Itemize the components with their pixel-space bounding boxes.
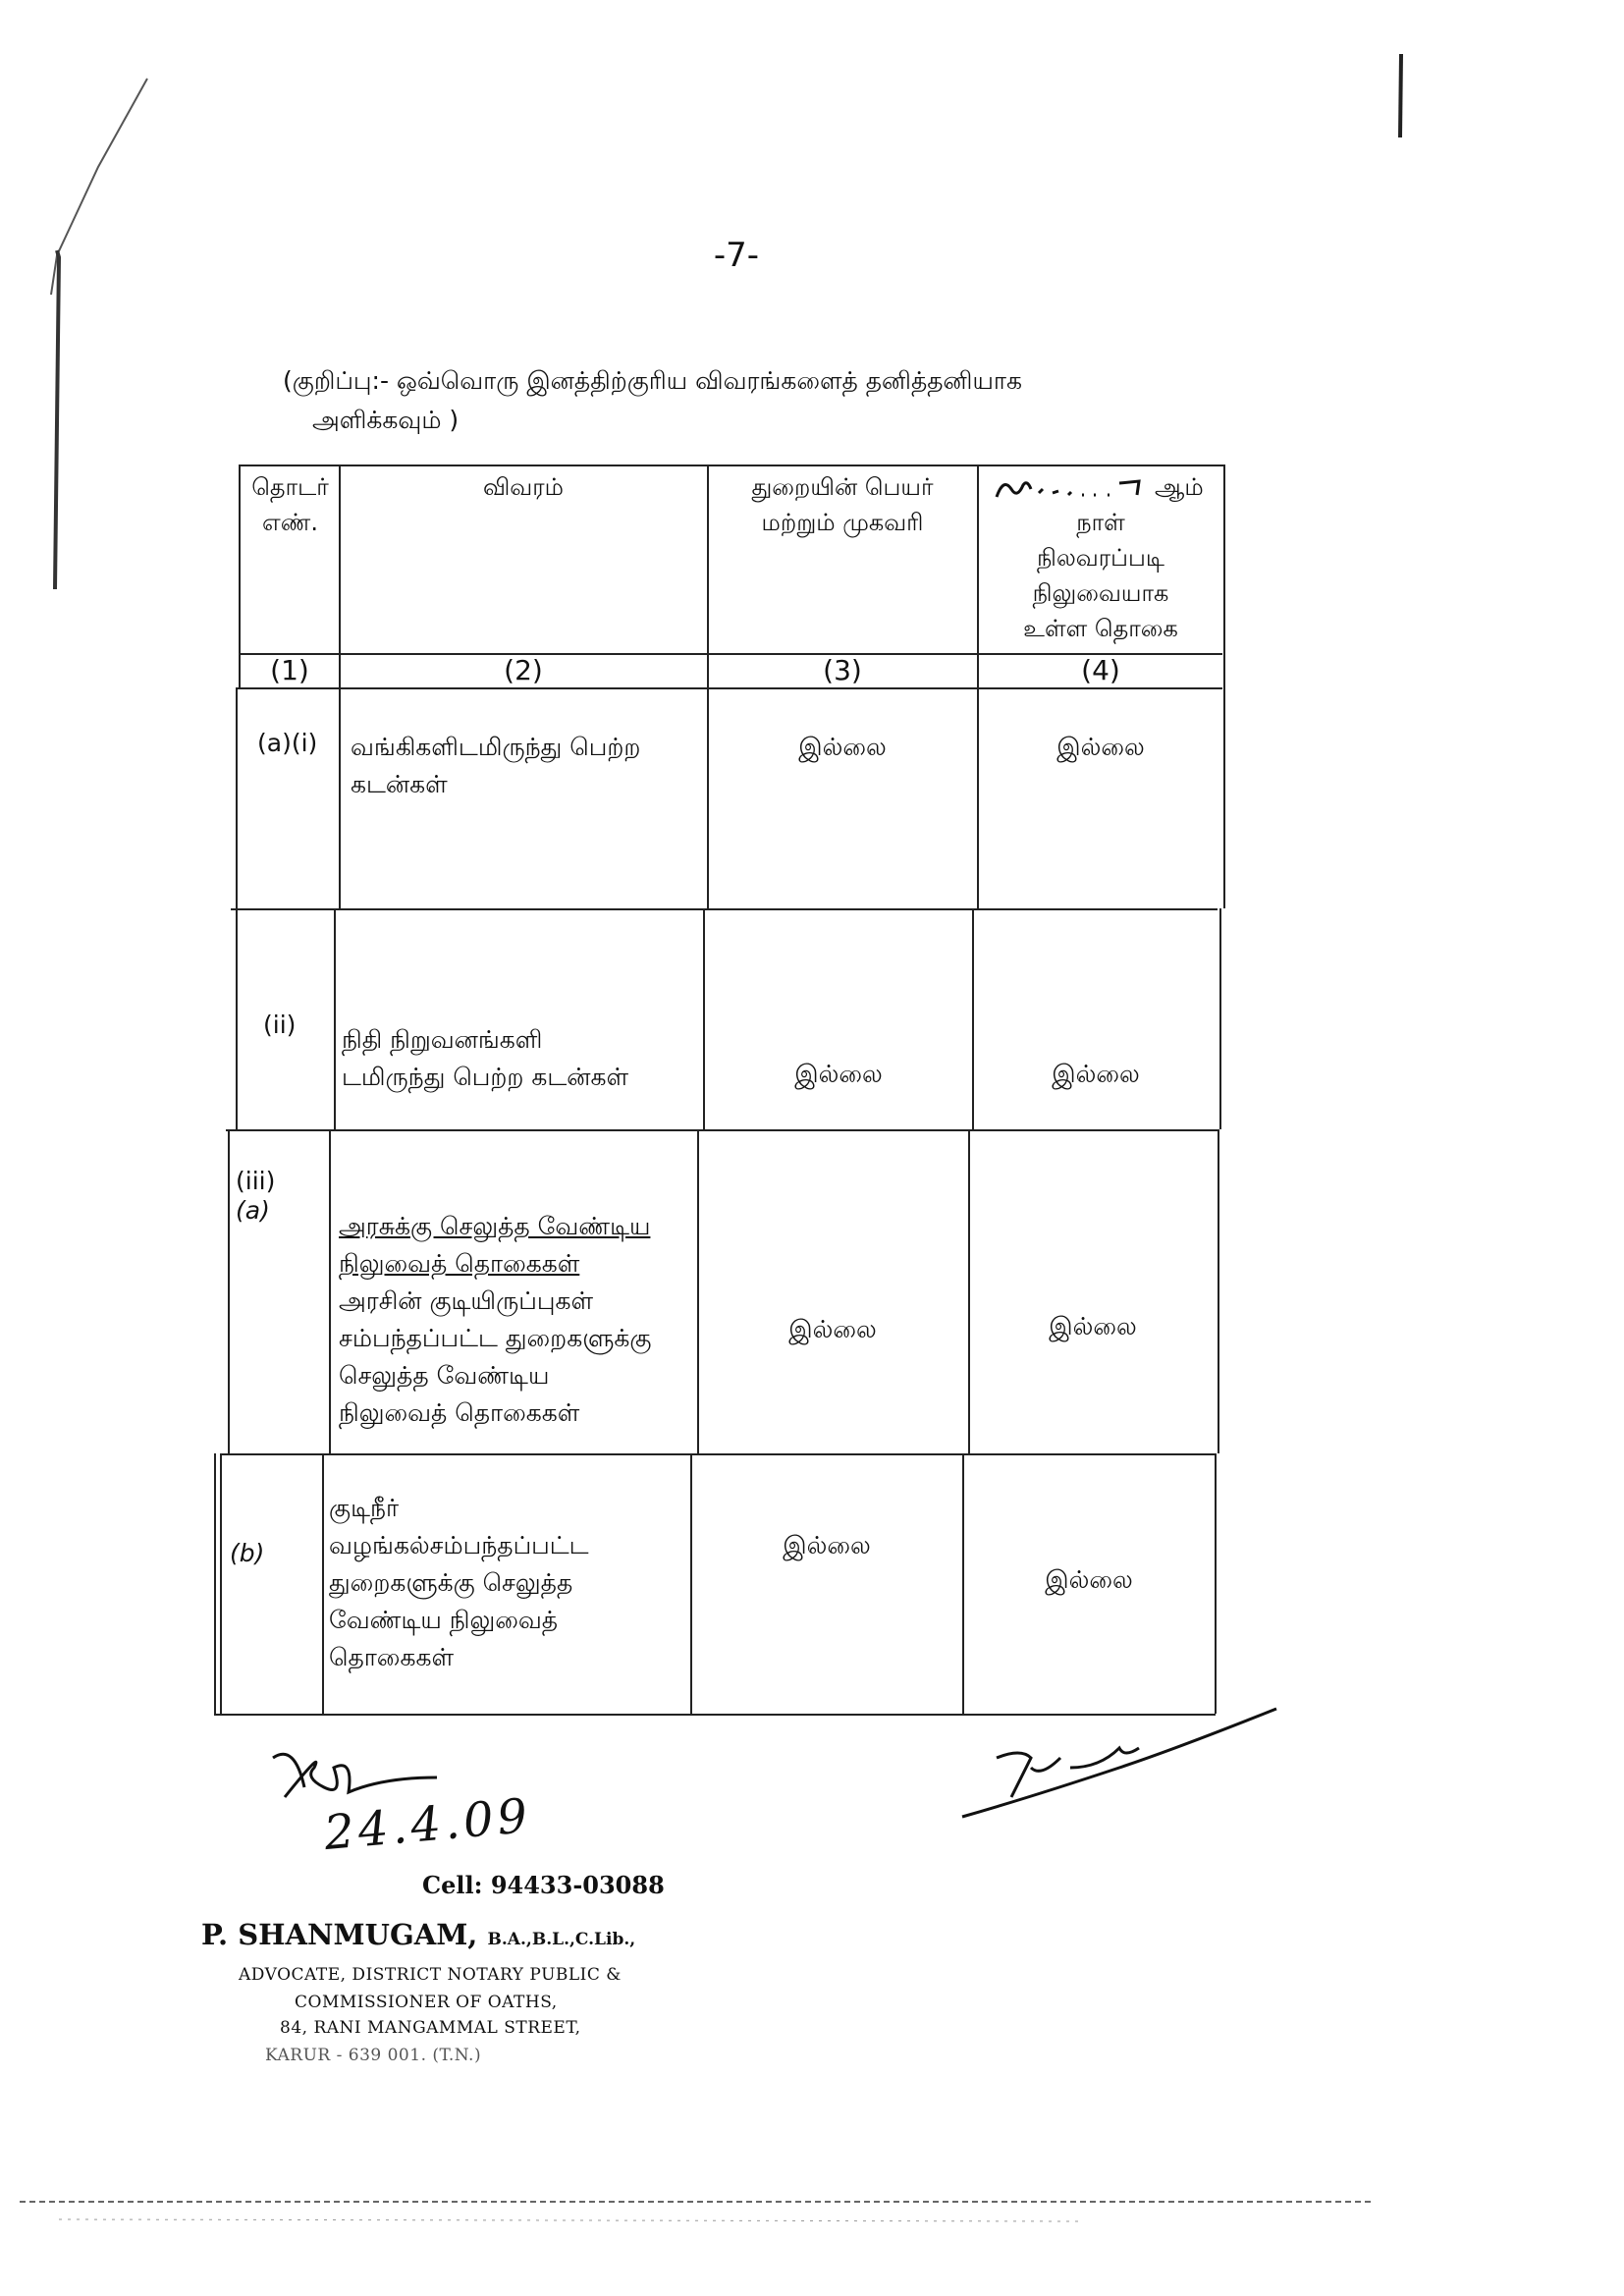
stamp-line-4: KARUR - 639 001. (T.N.) <box>265 2046 482 2065</box>
row-4-details: குடிநீர் வழங்கல்சம்பந்தப்பட்ட துறைகளுக்கு செலுத்த வேண்டிய நிலுவைத் தொகைகள் <box>329 1494 589 1671</box>
column-number-2: (2) <box>504 654 543 686</box>
stamp-line-2: COMMISSIONER OF OATHS, <box>295 1993 558 2012</box>
header-details: விவரம் <box>483 473 564 501</box>
stamp-name: P. SHANMUGAM, B.A.,B.L.,C.Lib., <box>201 1918 636 1951</box>
row-4-amount: இல்லை <box>1045 1565 1133 1594</box>
row-2-amount: இல்லை <box>1052 1060 1140 1088</box>
column-number-3: (3) <box>823 654 862 686</box>
row-3-department: இல்லை <box>788 1315 877 1343</box>
note-line-2: அளிக்கவும் ) <box>312 406 460 434</box>
row-2-department: இல்லை <box>794 1060 883 1088</box>
stamp-degrees: B.A.,B.L.,C.Lib., <box>487 1930 636 1949</box>
stamp-cell-number: Cell: 94433-03088 <box>422 1871 665 1899</box>
row-1-details: வங்கிகளிடமிருந்து பெற்ற கடன்கள் <box>351 733 641 798</box>
row-2-serial: (ii) <box>263 1011 297 1039</box>
row-4-serial: (b) <box>230 1539 265 1567</box>
row-1-department: இல்லை <box>798 733 887 761</box>
column-number-1: (1) <box>270 654 309 686</box>
margin-crease <box>0 0 196 589</box>
row-1-serial: (a)(i) <box>257 729 318 757</box>
scan-edge-line <box>0 2190 1624 2229</box>
officer-signature <box>952 1689 1286 1827</box>
row-3-amount: இல்லை <box>1049 1312 1137 1340</box>
row-1-amount: இல்லை <box>1056 733 1145 761</box>
stamp-line-3: 84, RANI MANGAMMAL STREET, <box>280 2018 581 2038</box>
row-4-department: இல்லை <box>783 1531 871 1559</box>
margin-mark <box>1394 49 1414 147</box>
header-serial: தொடர் எண். <box>251 473 329 536</box>
row-3-details-heading-2: நிலுவைத் தொகைகள் <box>339 1249 580 1278</box>
row-3-serial: (iii) (a) <box>236 1167 276 1225</box>
stamp-line-1: ADVOCATE, DISTRICT NOTARY PUBLIC & <box>239 1965 622 1985</box>
column-number-4: (4) <box>1081 654 1120 686</box>
header-department: துறையின் பெயர் மற்றும் முகவரி <box>751 473 934 536</box>
notary-signature-date: 24.4.09 <box>321 1787 534 1862</box>
header-amount: ஆம் நாள் நிலவரப்படி நிலுவையாக உள்ள தொகை <box>980 469 1221 646</box>
row-3-details: அரசுக்கு செலுத்த வேண்டிய நிலுவைத் தொகைகள் அரசின் குடியிருப்புகள் சம்பந்தப்பட்ட துறைகளுக்கு செலுத்த வேண்டிய நிலுவைத் தொகைகள் <box>339 1208 692 1432</box>
instruction-note <box>283 361 1166 440</box>
row-3-details-heading-1: அரசுக்கு செலுத்த வேண்டிய <box>339 1212 651 1240</box>
row-2-details: நிதி நிறுவனங்களி டமிருந்து பெற்ற கடன்கள் <box>342 1025 629 1091</box>
page-number: -7- <box>713 236 760 275</box>
handwritten-date-mark <box>992 475 1154 505</box>
note-line-1: (குறிப்பு:- ஒவ்வொரு இனத்திற்குரிய விவரங்களைத் தனித்தனியாக <box>283 366 1022 395</box>
